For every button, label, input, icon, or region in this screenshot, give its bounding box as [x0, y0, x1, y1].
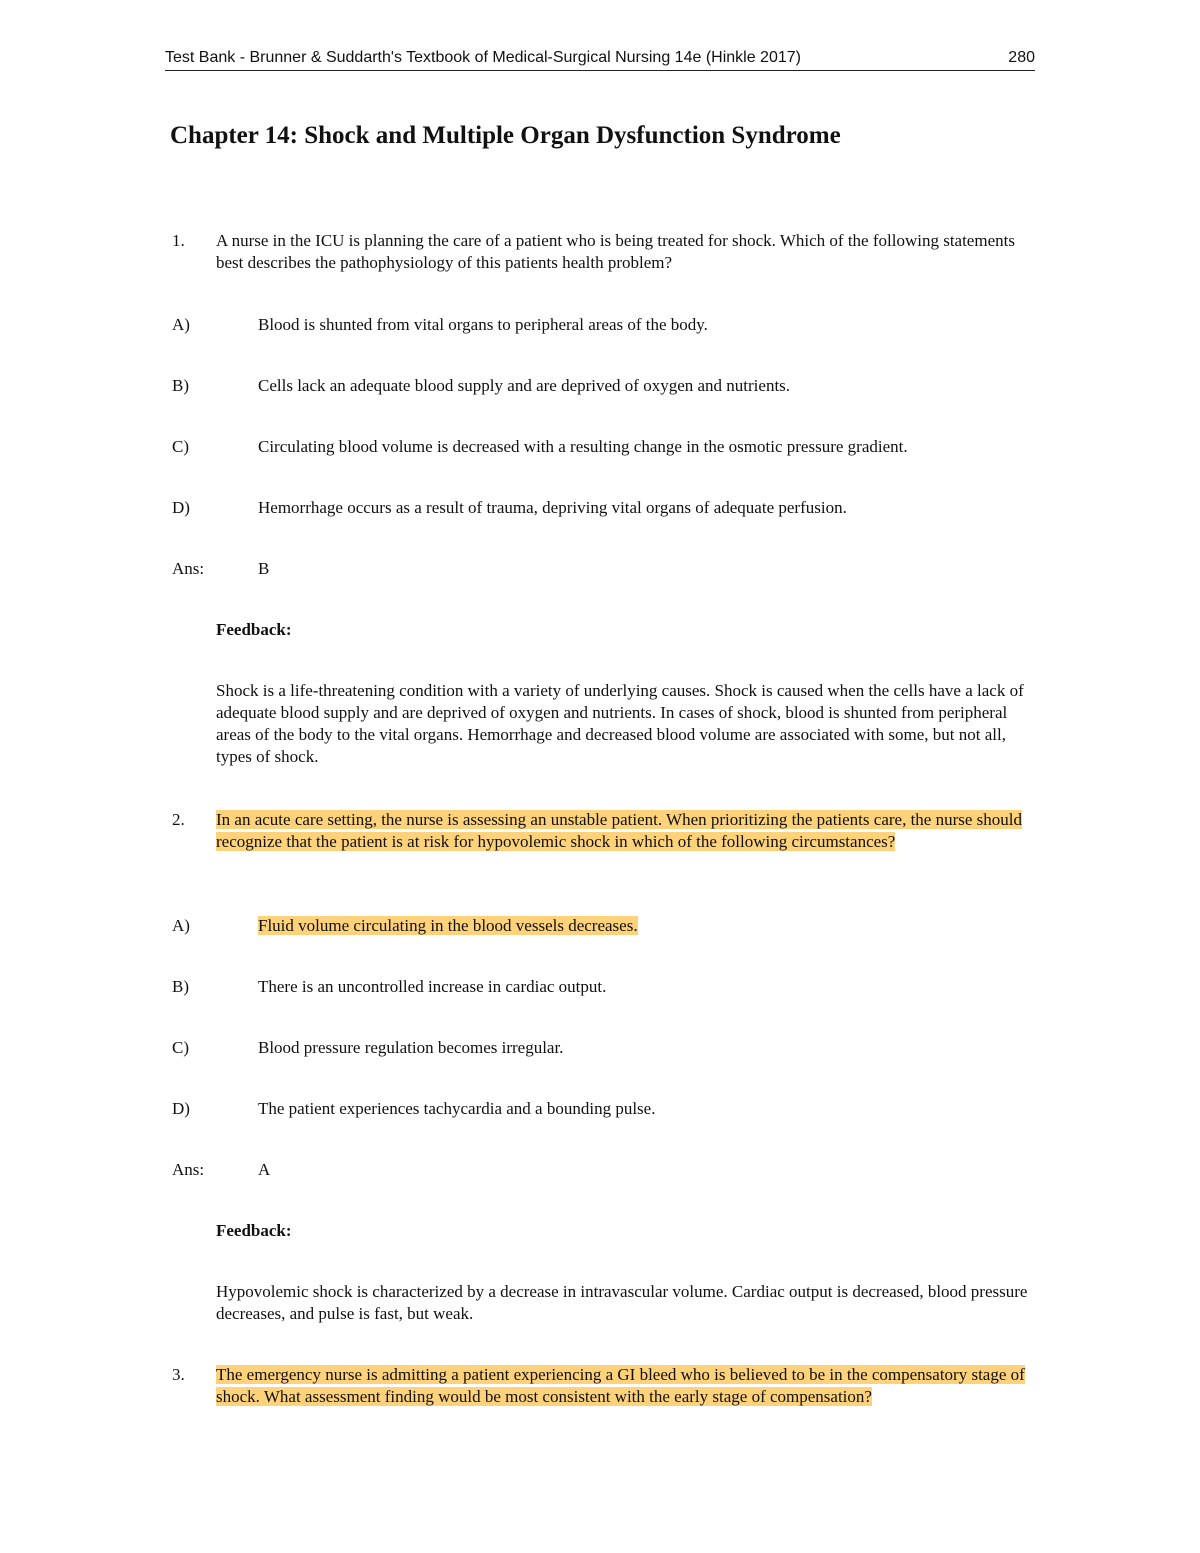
header-page-number: 280: [1008, 49, 1035, 66]
chapter-title: Chapter 14: Shock and Multiple Organ Dysfunction Syndrome: [170, 122, 841, 149]
question-1-feedback-label: Feedback:: [216, 620, 292, 639]
question-2-stem: In an acute care setting, the nurse is assessing an unstable patient. When prioritizing the patients care, the nurse should recognize that the patient is at risk for hypovolemic shock in which of the following circumstances?: [216, 810, 1022, 851]
question-1-option-b-text: Cells lack an adequate blood supply and are deprived of oxygen and nutrients.: [258, 376, 791, 395]
question-1-number: 1.: [172, 231, 185, 250]
question-2-option-a-letter: A): [172, 916, 190, 935]
running-header: [165, 48, 1035, 71]
question-1-option-d-letter: D): [172, 498, 190, 517]
question-1-answer-label: Ans:: [172, 559, 205, 578]
question-2-option-b-text: There is an uncontrolled increase in cardiac output.: [258, 977, 607, 996]
question-2-option-c-text: Blood pressure regulation becomes irregular.: [258, 1038, 564, 1057]
question-3-stem-block: [216, 1364, 1036, 1408]
question-1-feedback: Shock is a life-threatening condition with a variety of underlying causes. Shock is caused when the cells have a lack of adequate blood supply and are deprived of oxygen and nutrients. In cases of shock, blood is shunted from peripheral areas of the body to the vital organs. Hemorrhage and decreased blood volume are associated with some, but not all, types of shock.: [216, 681, 1024, 766]
question-3-number: 3.: [172, 1365, 185, 1384]
question-2-option-b-letter: B): [172, 977, 189, 996]
question-3-stem: The emergency nurse is admitting a patient experiencing a GI bleed who is believed to be in the compensatory stage of shock. What assessment finding would be most consistent with the early stage of compensation?: [216, 1365, 1025, 1406]
question-2-feedback: Hypovolemic shock is characterized by a decrease in intravascular volume. Cardiac output is decreased, blood pressure decreases, and pulse is fast, but weak.: [216, 1282, 1028, 1323]
question-2-option-c-letter: C): [172, 1038, 189, 1057]
question-2-option-a-text: Fluid volume circulating in the blood vessels decreases.: [258, 916, 638, 935]
question-2-answer: A: [258, 1160, 271, 1179]
question-1-answer: B: [258, 559, 270, 578]
question-2-option-a-block: [258, 915, 1038, 937]
question-2-answer-label: Ans:: [172, 1160, 205, 1179]
question-1-option-c-text: Circulating blood volume is decreased with a resulting change in the osmotic pressure gradient.: [258, 437, 908, 456]
question-1-stem: A nurse in the ICU is planning the care of a patient who is being treated for shock. Which of the following statements best describes the pathophysiology of this patients health problem?: [216, 231, 1015, 272]
question-1-option-a-text: Blood is shunted from vital organs to peripheral areas of the body.: [258, 315, 708, 334]
question-2-number: 2.: [172, 810, 185, 829]
question-1-option-a-letter: A): [172, 315, 190, 334]
header-title: Test Bank - Brunner & Suddarth's Textbook of Medical-Surgical Nursing 14e (Hinkle 2017): [165, 49, 801, 66]
question-1-option-b-letter: B): [172, 376, 189, 395]
question-2-option-d-letter: D): [172, 1099, 190, 1118]
question-2-feedback-label: Feedback:: [216, 1221, 292, 1240]
question-1-option-d-text: Hemorrhage occurs as a result of trauma, depriving vital organs of adequate perfusion.: [258, 498, 847, 517]
question-2-option-d-text: The patient experiences tachycardia and a bounding pulse.: [258, 1099, 656, 1118]
question-1-option-c-letter: C): [172, 437, 189, 456]
question-2-stem-block: [216, 809, 1036, 853]
